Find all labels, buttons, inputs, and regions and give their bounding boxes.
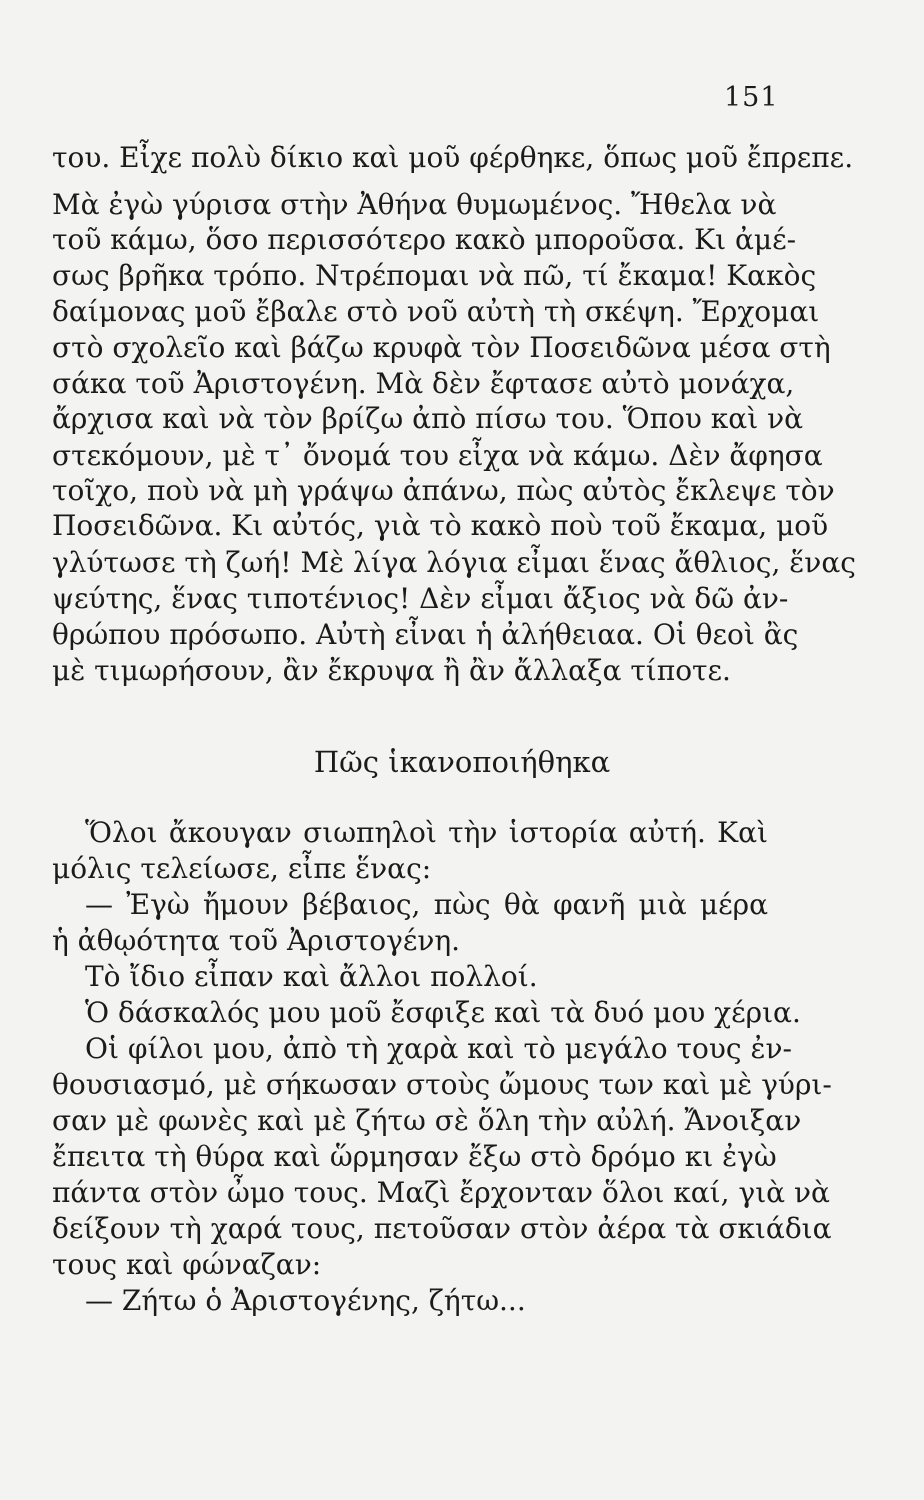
- text-line: θρώπου πρόσωπο. Αὐτὴ εἶναι ἡ ἀλήθειαα. Οἱ θεοὶ ἂς: [52, 618, 799, 651]
- text-line: ἔπειτα τὴ θύρα καὶ ὥρμησαν ἔξω στὸ δρόμο κι ἐγὼ: [52, 1140, 777, 1173]
- text-line: τους καὶ φώναζαν:: [52, 1248, 322, 1281]
- text-line: σάκα τοῦ Ἀριστογένη. Μὰ δὲν ἔφτασε αὐτὸ μονάχα,: [52, 367, 795, 400]
- text-line: πάντα στὸν ὦμο τους. Μαζὶ ἔρχονταν ὅλοι καί, γιὰ νὰ: [52, 1176, 830, 1209]
- text-line: γλύτωσε τὴ ζωή! Μὲ λίγα λόγια εἶμαι ἕνας ἄθλιος, ἕνας: [52, 546, 856, 579]
- text-line: ψεύτης, ἕνας τιποτένιος! Δὲν εἶμαι ἄξιος νὰ δῶ ἀν-: [52, 582, 789, 615]
- text-line: θουσιασμό, μὲ σήκωσαν στοὺς ὤμους των καὶ μὲ γύρι-: [52, 1068, 832, 1101]
- text-line: ἄρχισα καὶ νὰ τὸν βρίζω ἀπὸ πίσω του. Ὅπου καὶ νὰ: [52, 402, 804, 435]
- text-line: δείξουν τὴ χαρά τους, πετοῦσαν στὸν ἀέρα τὰ σκιάδια: [52, 1212, 832, 1245]
- text-line: του. Εἶχε πολὺ δίκιο καὶ μοῦ φέρθηκε, ὅπως μοῦ ἔπρεπε.: [52, 141, 854, 174]
- text-line: τοῖχο, ποὺ νὰ μὴ γράψω ἀπάνω, πὼς αὐτὸς ἔκλεψε τὸν: [52, 474, 835, 507]
- text-line: Μὰ ἐγὼ γύρισα στὴν Ἀθήνα θυμωμένος. Ἤθελα νὰ: [52, 188, 777, 221]
- text-line: δαίμονας μοῦ ἔβαλε στὸ νοῦ αὐτὴ τὴ σκέψη. Ἔρχομαι: [52, 295, 820, 328]
- text-line: στὸ σχολεῖο καὶ βάζω κρυφὰ τὸν Ποσειδῶνα μέσα στὴ: [52, 331, 831, 364]
- text-line: σως βρῆκα τρόπο. Ντρέπομαι νὰ πῶ, τί ἔκαμα! Κακὸς: [52, 259, 817, 292]
- page-number: 151: [724, 82, 779, 113]
- text-line: σαν μὲ φωνὲς καὶ μὲ ζήτω σὲ ὅλη τὴν αὐλή. Ἄνοιξαν: [52, 1104, 802, 1137]
- text-line: Οἱ φίλοι μου, ἀπὸ τὴ χαρὰ καὶ τὸ μεγάλο τους ἐν-: [85, 1032, 792, 1065]
- text-line: Ὁ δάσκαλός μου μοῦ ἔσφιξε καὶ τὰ δυό μου χέρια.: [85, 996, 801, 1029]
- text-line: Ὅλοι ἄκουγαν σιωπηλοὶ τὴν ἱστορία αὐτή. Καὶ: [85, 816, 768, 849]
- text-line: μόλις τελείωσε, εἶπε ἕνας:: [52, 852, 432, 885]
- text-line: — Ἐγὼ ἤμουν βέβαιος, πὼς θὰ φανῆ μιὰ μέρα: [85, 888, 768, 921]
- text-line: Ποσειδῶνα. Κι αὐτός, γιὰ τὸ κακὸ ποὺ τοῦ ἔκαμα, μοῦ: [52, 509, 829, 542]
- text-line: στεκόμουν, μὲ τ᾽ ὄνομά του εἶχα νὰ κάμω. Δὲν ἄφησα: [52, 439, 823, 472]
- text-line: τοῦ κάμω, ὅσο περισσότερο κακὸ μποροῦσα. Κι ἀμέ-: [52, 223, 797, 256]
- text-line: — Ζήτω ὁ Ἀριστογένης, ζήτω...: [85, 1284, 526, 1317]
- section-title: Πῶς ἱκανοποιήθηκα: [313, 745, 611, 779]
- text-line: μὲ τιμωρήσουν, ἂν ἔκρυψα ἢ ἂν ἄλλαξα τίποτε.: [52, 654, 731, 687]
- text-line: Τὸ ἴδιο εἶπαν καὶ ἄλλοι πολλοί.: [85, 960, 538, 993]
- text-line: ἡ ἀθῳότητα τοῦ Ἀριστογένη.: [52, 924, 461, 957]
